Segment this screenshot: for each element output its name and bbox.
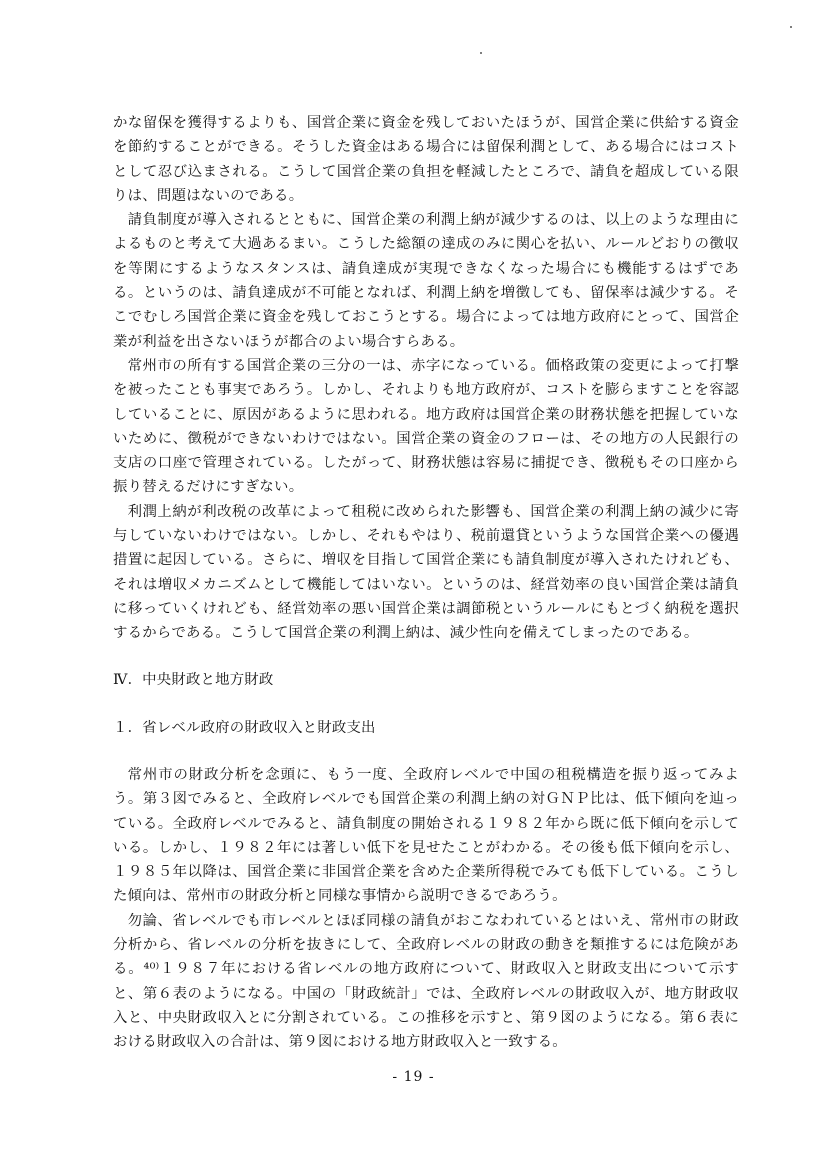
paragraph: 常州市の財政分析を念頭に、もう一度、全政府レベルで中国の租税構造を振り返ってみよう。第３図でみると、全政府レベルでも国営企業の利潤上納の対ＧＮＰ比は、低下傾向を辿っている。全政府レベルでみると、請負制度の開始される１９８２年から既に低下傾向を示している。しかし、１９８２年には著しい低下を見せたことがわかる。その後も低下傾向を示し、１９８５年以降は、国営企業に非国営企業を含めた企業所得税でみても低下している。こうした傾向は、常州市の財政分析と同様な事情から説明できるであろう。 — [113, 767, 739, 905]
section-body-2 — [113, 763, 739, 1055]
paragraph: 勿論、省レベルでも市レベルとほぼ同様の請負がおこなわれているとはいえ、常州市の財政分析から、省レベルの分析を抜きにして、全政府レベルの財政の動きを類推するには危険がある。⁴⁰⁾１９８７年における省レベルの地方政府について、財政収入と財政支出について示すと、第６表のようになる。中国の「財政統計」では、全政府レベルの財政収入が、地方財政収入と、中央財政収入とに分割されている。この推移を示すと、第９図のようになる。第６表における財政収入の合計は、第９図における地方財政収入と一致する。 — [113, 912, 739, 1051]
chapter-heading: Ⅳ．中央財政と地方財政 — [113, 672, 274, 688]
paragraph: 請負制度が導入されるとともに、国営企業の利潤上納が減少するのは、以上のような理由によるものと考えて大過あるまい。こうした総額の達成のみに関心を払い、ルールどおりの徴収を等閑にするようなスタンスは、請負達成が実現できなくなった場合にも機能するはずである。というのは、請負達成が不可能となれば、利潤上納を増徴しても、留保率は減少する。そこでむしろ国営企業に資金を残しておこうとする。場合によっては地方政府にとって、国営企業が利益を出さないほうが都合のよい場合すらある。 — [113, 212, 739, 350]
scan-speck — [790, 26, 792, 28]
paragraph: 利潤上納が利改税の改革によって租税に改められた影響も、国営企業の利潤上納の減少に寄与していないわけではない。しかし、それもやはり、税前還貸というような国営企業への優遇措置に起因している。さらに、増収を目指して国営企業にも請負制度が導入されたけれども、それは増収メカニズムとして機能してはいない。というのは、経営効率の良い国営企業は請負に移っていくけれども、経営効率の悪い国営企業は調節税というルールにもとづく納税を選択するからである。こうして国営企業の利潤上納は、減少性向を備えてしまったのである。 — [113, 503, 739, 642]
paragraph: 常州市の所有する国営企業の三分の一は、赤字になっている。価格政策の変更によって打撃を被ったことも事実であろう。しかし、それよりも地方政府が、コストを膨らますことを容認していることに、原因があるように思われる。地方政府は国営企業の財務状態を把握していないために、徴税ができないわけではない。国営企業の資金のフローは、その地方の人民銀行の支店の口座で管理されている。したがって、財務状態は容易に捕捉でき、徴税もその口座から振り替えるだけにすぎない。 — [113, 357, 739, 496]
paragraph-continued: かな留保を獲得するよりも、国営企業に資金を残しておいたほうが、国営企業に供給する資金を節約することができる。そうした資金はある場合には留保利潤として、ある場合にはコストとして忍び込まされる。こうして国営企業の負担を軽減したところで、請負を超成している限りは、問題はないのである。 — [113, 115, 739, 204]
subsection-heading: １．省レベル政府の財政収入と財政支出 — [113, 720, 376, 736]
page-number: - 19 - — [392, 1069, 435, 1085]
scan-speck — [480, 52, 482, 54]
section-body-1 — [113, 111, 739, 646]
